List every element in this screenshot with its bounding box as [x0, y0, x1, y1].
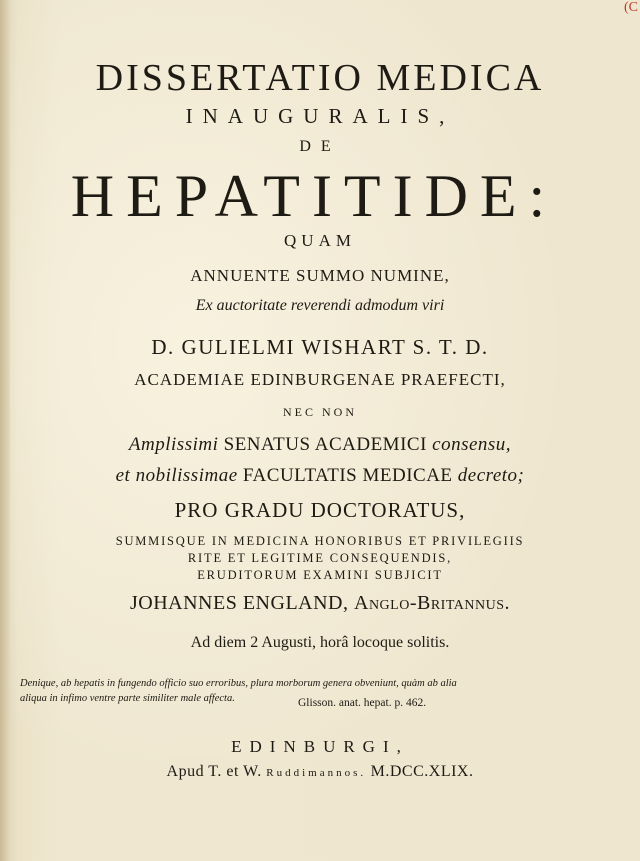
imprint-year: M.DCC.XLIX. [370, 763, 474, 780]
academy-line: ACADEMIAE EDINBURGENAE PRAEFECTI, [134, 370, 506, 389]
facultas-main: FACULTATIS MEDICAE [242, 465, 453, 486]
principal-line: D. GULIELMI WISHART S. T. D. [151, 335, 489, 359]
facultas-line [0, 465, 640, 487]
senatus-main: SENATUS ACADEMICI [223, 434, 427, 455]
nec-non-line: NEC NON [283, 405, 357, 419]
imprint-line [0, 763, 640, 781]
eruditorum-line: ERUDITORUM EXAMINI SUBJICIT [197, 568, 443, 582]
title-line-2: INAUGURALIS, [185, 104, 455, 128]
ex-auctoritate-line: Ex auctoritate reverendi admodum viri [195, 297, 445, 314]
summisque-line: SUMMISQUE IN MEDICINA HONORIBUS ET PRIVILEGIIS [115, 534, 525, 548]
imprint-apud: Apud T. et W. [166, 763, 262, 780]
corner-mark: (C [624, 0, 638, 15]
author-line [0, 592, 640, 615]
facultas-suffix: decreto; [457, 465, 525, 486]
rite-line: RITE ET LEGITIME CONSEQUENDIS, [187, 551, 453, 565]
binding-edge [0, 0, 10, 861]
senatus-line [0, 434, 640, 456]
annuente-line: ANNUENTE SUMMO NUMINE, [190, 266, 450, 285]
epigraph-line-1: Denique, ab hepatis in fungendo officio suo erroribus, plura morborum genera obveniunt, quàm ab alia [20, 678, 457, 689]
senatus-suffix: consensu, [432, 434, 512, 455]
ad-diem-line: Ad diem 2 Augusti, horâ locoque solitis. [190, 634, 450, 651]
imprint-printer: Ruddimannos. [266, 767, 367, 779]
quam-line: QUAM [284, 231, 356, 250]
epigraph-citation: Glisson. anat. hepat. p. 462. [298, 697, 427, 709]
author-name: JOHANNES ENGLAND, [130, 592, 349, 614]
facultas-prefix: et nobilissimae [115, 465, 238, 486]
author-nationality: Anglo-Britannus. [354, 592, 510, 614]
subject-title: HEPATITIDE: [70, 163, 558, 229]
de-line: DE [299, 138, 341, 155]
epigraph-line-2: aliqua in infimo ventre parte similiter male affecta. [20, 693, 235, 704]
pro-gradu-line: PRO GRADU DOCTORATUS, [174, 498, 466, 522]
senatus-prefix: Amplissimi [128, 434, 219, 455]
imprint-city: EDINBURGI, [231, 737, 409, 756]
title-line-1: DISSERTATIO MEDICA [95, 57, 545, 99]
